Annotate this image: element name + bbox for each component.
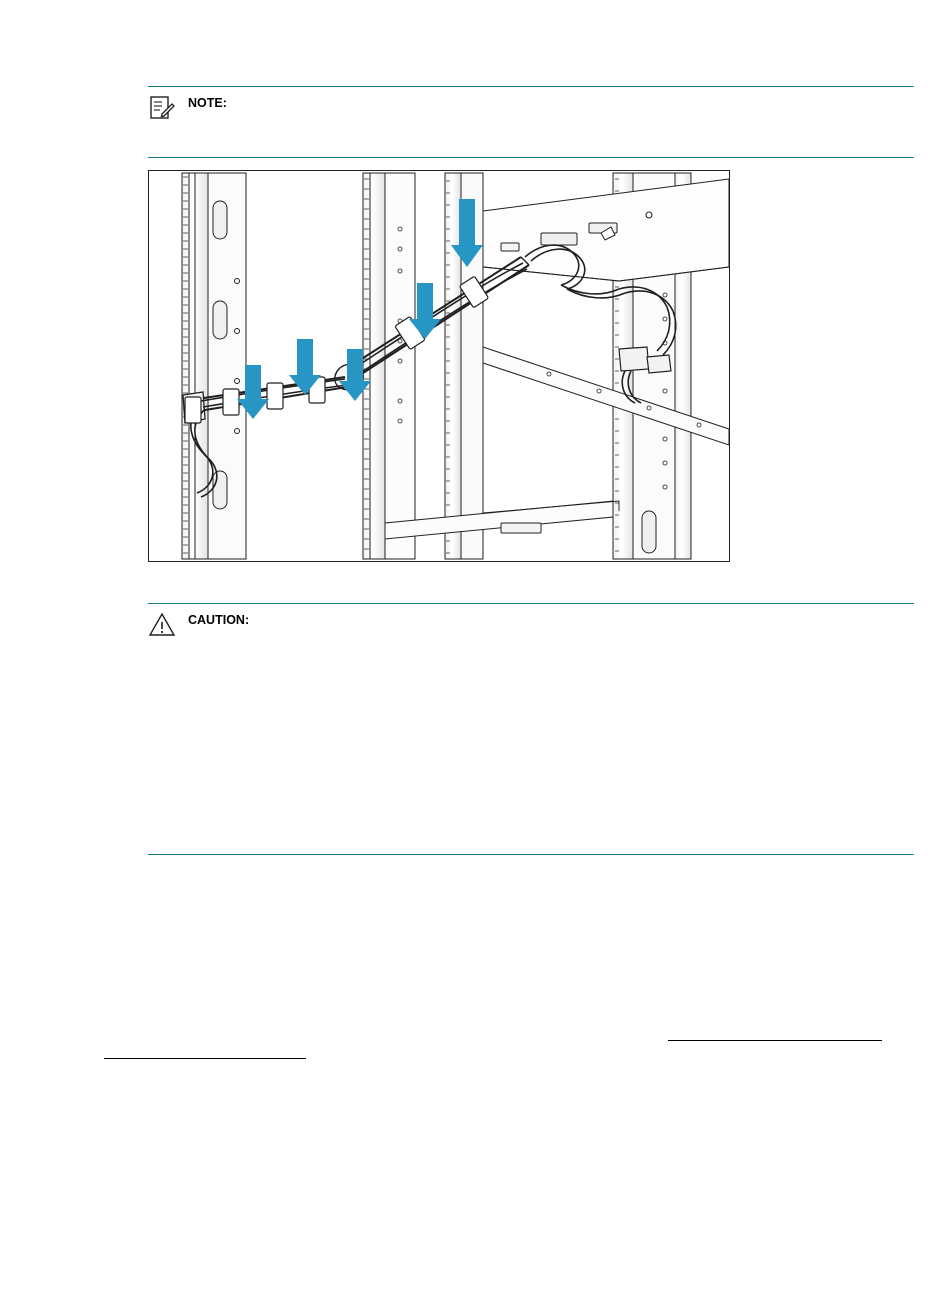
caution-title: CAUTION:	[188, 613, 250, 627]
rack-cable-management-arm-illustration	[148, 170, 730, 562]
cross-reference-link-2-underline	[104, 1058, 306, 1059]
note-title: NOTE:	[188, 96, 227, 110]
caution-top-rule	[148, 603, 914, 604]
caution-icon	[148, 611, 176, 639]
note-top-rule	[148, 86, 914, 87]
cross-reference-link-1-underline	[668, 1040, 882, 1041]
body-text-block	[104, 872, 916, 1022]
caution-body	[188, 611, 908, 630]
note-bottom-rule	[148, 157, 914, 158]
note-admonition	[148, 86, 914, 158]
caution-bottom-rule	[148, 854, 914, 855]
note-body	[188, 94, 908, 113]
note-icon	[148, 94, 176, 122]
caution-admonition	[148, 603, 914, 855]
